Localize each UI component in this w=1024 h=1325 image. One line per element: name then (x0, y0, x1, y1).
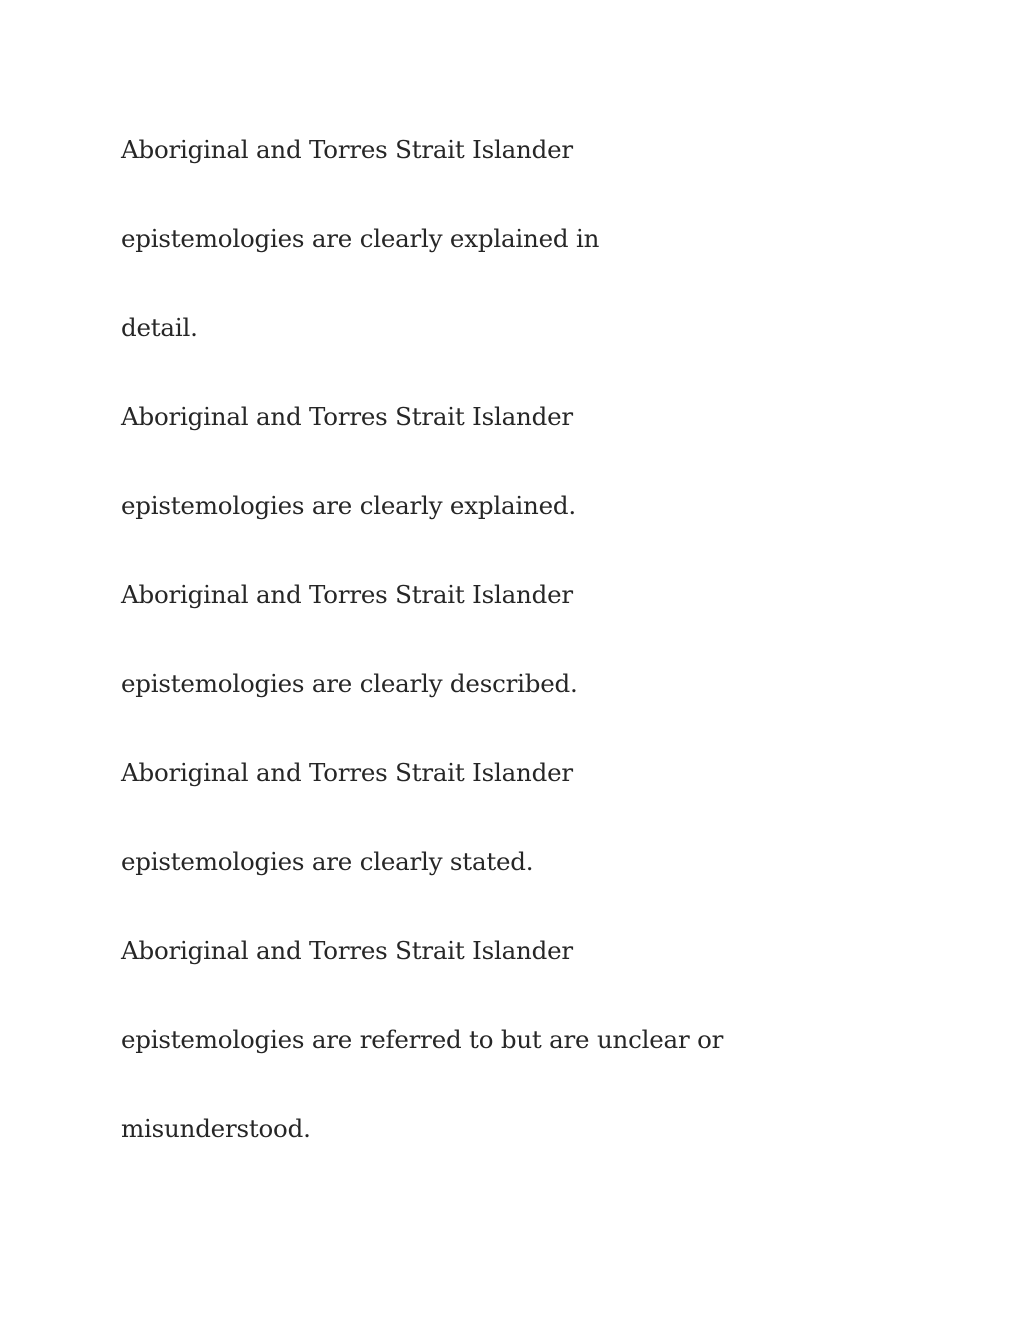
text-line: Aboriginal and Torres Strait Islander (121, 580, 573, 609)
text-line: epistemologies are clearly explained in (121, 224, 600, 253)
text-line: epistemologies are clearly described. (121, 669, 578, 698)
text-line: detail. (121, 313, 198, 342)
text-line: epistemologies are referred to but are unclear or (121, 1025, 724, 1054)
text-line: epistemologies are clearly stated. (121, 847, 534, 876)
text-line: misunderstood. (121, 1114, 311, 1143)
document-body (121, 130, 921, 1198)
text-line: epistemologies are clearly explained. (121, 491, 576, 520)
text-line: Aboriginal and Torres Strait Islander (121, 402, 573, 431)
text-line: Aboriginal and Torres Strait Islander (121, 936, 573, 965)
text-line: Aboriginal and Torres Strait Islander (121, 135, 573, 164)
text-line: Aboriginal and Torres Strait Islander (121, 758, 573, 787)
